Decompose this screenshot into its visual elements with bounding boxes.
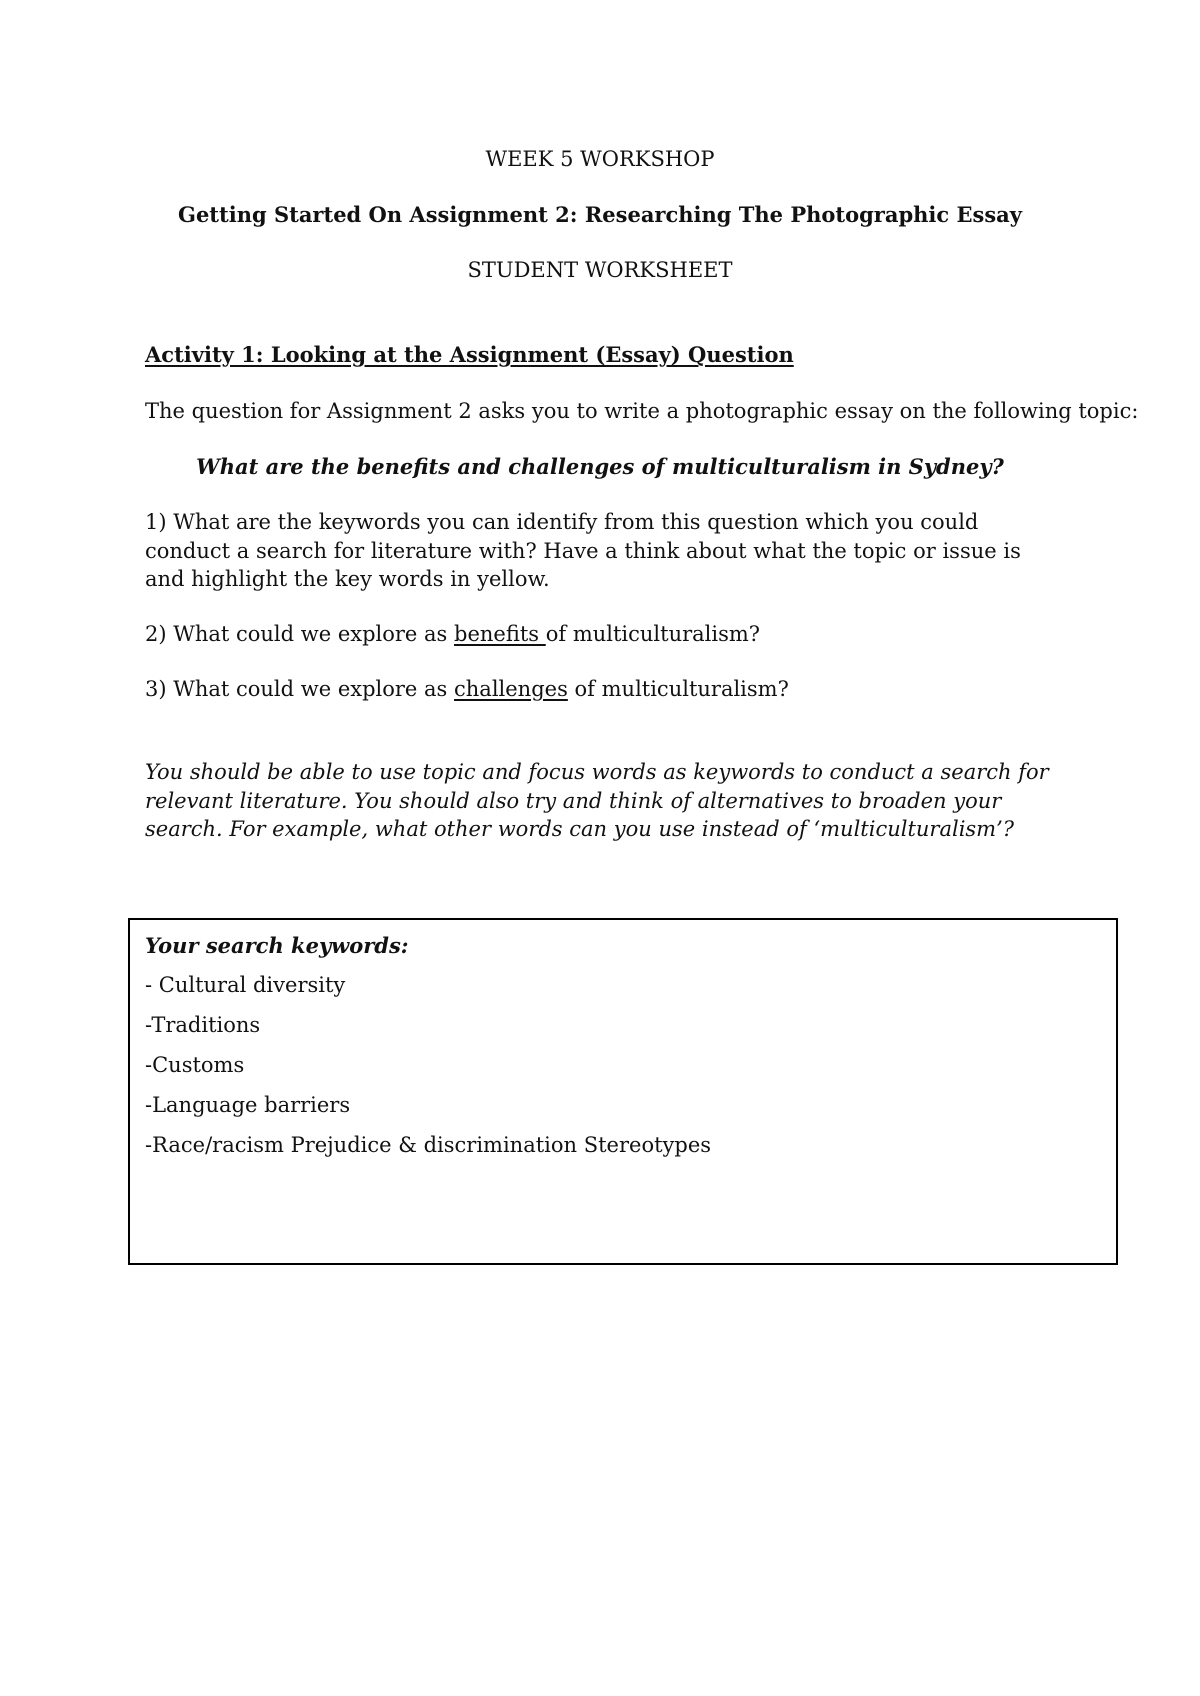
keyword-item: -Customs — [145, 1053, 245, 1077]
keyword-item: -Race/racism Prejudice & discrimination Stereotypes — [145, 1133, 712, 1157]
keyword-item: -Traditions — [145, 1013, 261, 1037]
question-2-prefix: 2) What could we explore as — [145, 622, 455, 646]
question-2 — [145, 620, 1075, 649]
question-3-prefix: 3) What could we explore as — [145, 677, 455, 701]
question-2-suffix: of multiculturalism? — [545, 622, 761, 646]
search-keywords-title: Your search keywords: — [145, 933, 409, 958]
week-title: WEEK 5 WORKSHOP — [485, 147, 715, 171]
search-tip-note: You should be able to use topic and focus words as keywords to conduct a search for relevant literature. You should also try and think of alternatives to broaden your search. For example, what other words can you use instead of ‘multiculturalism’? — [145, 760, 1049, 841]
keyword-item: -Language barriers — [145, 1093, 351, 1117]
challenges-term: challenges — [454, 677, 568, 701]
search-keywords-list — [145, 971, 711, 1171]
assignment-subtitle: Getting Started On Assignment 2: Researching The Photographic Essay — [178, 202, 1022, 227]
question-1: 1) What are the keywords you can identify from this question which you could conduct a search for literature with? Have a think about what the topic or issue is and highlight the key words in yellow. — [145, 510, 1021, 591]
essay-question: What are the benefits and challenges of multiculturalism in Sydney? — [196, 454, 1004, 479]
activity-intro: The question for Assignment 2 asks you to write a photographic essay on the following topic: — [145, 399, 1139, 423]
question-3-suffix: of multiculturalism? — [567, 677, 789, 701]
keyword-item: - Cultural diversity — [145, 973, 346, 997]
activity-heading: Activity 1: Looking at the Assignment (Essay) Question — [145, 342, 794, 367]
question-3 — [145, 675, 1075, 704]
worksheet-title: STUDENT WORKSHEET — [467, 258, 733, 282]
benefits-term: benefits — [454, 622, 546, 646]
